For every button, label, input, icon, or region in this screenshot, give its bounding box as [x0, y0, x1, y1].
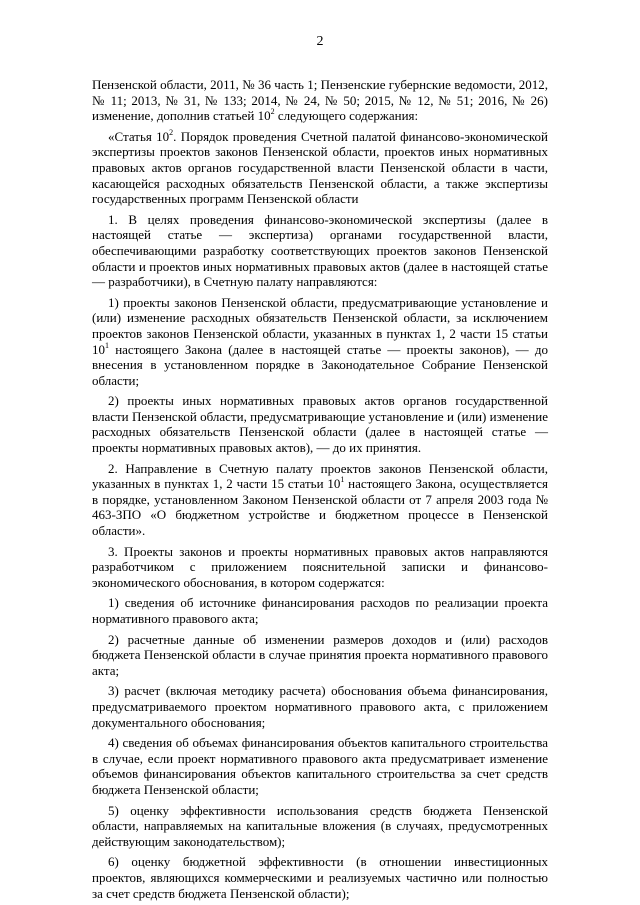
paragraph-continuation	[92, 77, 548, 124]
paragraph-item-3-3	[92, 683, 548, 730]
text-run: «Статья 10	[108, 128, 170, 144]
paragraph-item-1-2	[92, 393, 548, 455]
superscript-index: 1	[105, 340, 109, 350]
superscript-index: 1	[340, 475, 345, 485]
paragraph-item-3-1	[92, 595, 548, 626]
paragraph-clause-2	[92, 461, 548, 539]
paragraph-item-3-5	[92, 803, 548, 850]
text-run: 1. В целях проведения финансово-экономической экспертизы (далее в настоящей статье — экспертиза) органами государственной власти, обеспечивающими разработку соответствующих проектов законов Пензенской области и проектов иных нормативных правовых актов (далее в настоящей статье — разработчики), в Счетную палату направляются:	[92, 211, 548, 290]
document-body	[92, 77, 548, 901]
paragraph-clause-3	[92, 544, 548, 591]
text-run: 3. Проекты законов и проекты нормативных правовых актов направляются разработчиком с приложением пояснительной записки и финансово-экономического обоснования, в котором содержатся:	[92, 543, 548, 590]
text-run: настоящего Закона (далее в настоящей статье — проекты законов), — до внесения в установленном порядке в Законодательное Собрание Пензенской области;	[92, 341, 548, 388]
superscript-index: 2	[270, 107, 275, 117]
paragraph-item-3-2	[92, 632, 548, 679]
text-run: 2) проекты иных нормативных правовых актов органов государственной власти Пензенской области, предусматривающие установление и (или) изменение расходных обязательств Пензенской области (далее в настоящей статье — проекты нормативных правовых актов), — до их принятия.	[92, 393, 548, 456]
text-run: 3) расчет (включая методику расчета) обоснования объема финансирования, предусматриваемого проектом нормативного правового акта, с приложением документального обоснования;	[92, 683, 548, 730]
text-run: 1) сведения об источнике финансирования расходов по реализации проекта нормативного правового акта;	[92, 595, 548, 626]
text-run: Пензенской области, 2011, № 36 часть 1; Пензенские губернские ведомости, 2012, № 11; 2013, № 31, № 133; 2014, № 24, № 50; 2015, № 12, № 51; 2016, № 26) изменение, дополнив статьей 10	[92, 77, 548, 124]
paragraph-clause-1	[92, 212, 548, 290]
superscript-index: 2	[169, 127, 174, 137]
text-run: 2) расчетные данные об изменении размеров доходов и (или) расходов бюджета Пензенской области в случае принятия проекта нормативного правового акта;	[92, 631, 548, 678]
paragraph-item-3-4	[92, 735, 548, 797]
text-run: 6) оценку бюджетной эффективности (в отношении инвестиционных проектов, являющихся коммерческими и реализуемых частично или полностью за счет средств бюджета Пензенской области);	[92, 854, 548, 901]
text-run: следующего содержания:	[274, 108, 419, 124]
text-run: 4) сведения об объемах финансирования объектов капитального строительства в случае, если проект нормативного правового акта предусматривает изменение объемов финансирования объектов капитального строительства за счет средств бюджета Пензенской области;	[92, 735, 548, 797]
text-run: 1) проекты законов Пензенской области, предусматривающие установление и (или) изменение расходных обязательств Пензенской области, за исключением проектов законов Пензенской области, указанных в пунктах 1, 2 части 15 статьи 10	[92, 294, 548, 357]
text-run: . Порядок проведения Счетной палатой финансово-экономической экспертизы проектов законов Пензенской области, проектов иных нормативных правовых актов органов государственной власти Пензенской области в части, касающейся расходных обязательств Пензенской области, а также экспертизы государственных программ Пензенской области	[92, 128, 548, 207]
text-run: 5) оценку эффективности использования средств бюджета Пензенской области, направляемых на капитальные вложения (в случаях, предусмотренных действующим законодательством);	[92, 802, 548, 849]
text-run: настоящего Закона, осуществляется в порядке, установленном Законом Пензенской области от 7 апреля 2003 года № 463-ЗПО «О бюджетном устройстве и бюджетном процессе в Пензенской области».	[92, 476, 548, 539]
paragraph-item-3-6	[92, 854, 548, 901]
paragraph-item-1-1	[92, 295, 548, 389]
page-number: 2	[316, 34, 324, 49]
paragraph-article-heading	[92, 129, 548, 207]
text-run: 2. Направление в Счетную палату проектов законов Пензенской области, указанных в пунктах 1, 2 части 15 статьи 10	[92, 460, 548, 492]
